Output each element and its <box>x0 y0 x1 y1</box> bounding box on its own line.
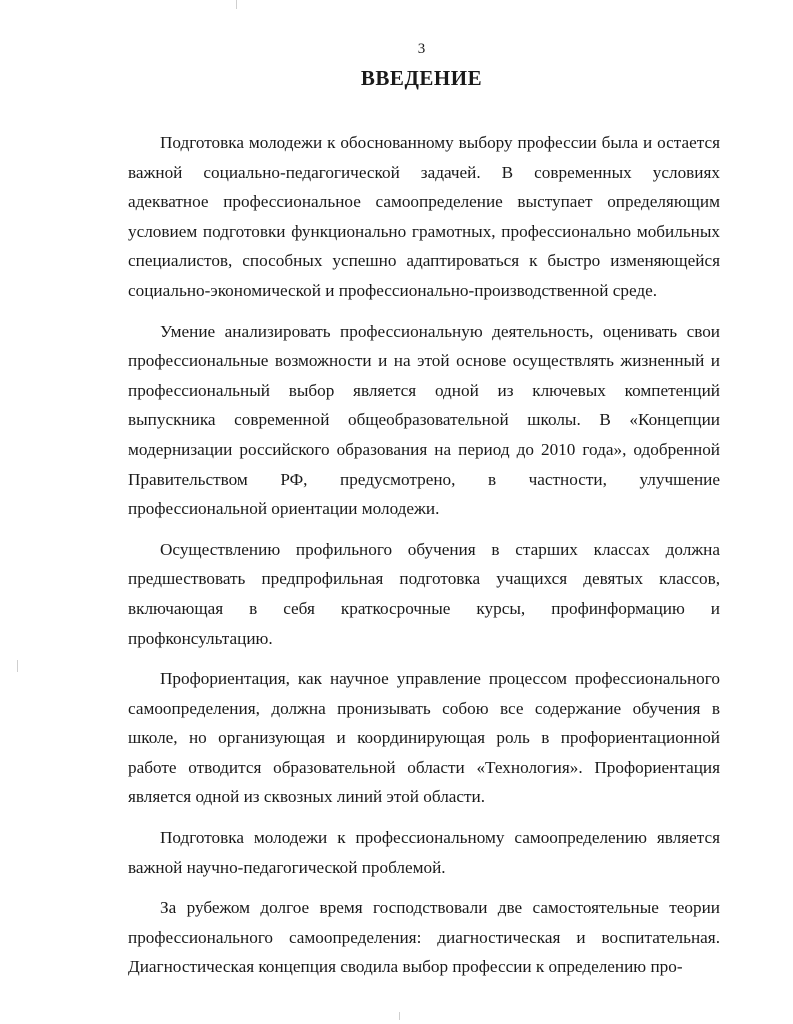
scan-mark-left <box>17 660 18 672</box>
paragraph-6: За рубежом долгое время господствовали две самостоятельные теории профессионального самоопределения: диагностическая и воспитательная. Диагностическая концепция сводила выбор профессии к определению про- <box>128 898 720 977</box>
scan-mark-bottom <box>399 1012 400 1020</box>
body-text <box>128 128 720 982</box>
paragraph-3: Осуществлению профильного обучения в старших классах должна предшествовать предпрофильная подготовка учащихся девятых классов, включающая в себя краткосрочные курсы, профинформацию и профконсультацию. <box>128 539 720 648</box>
paragraph-4: Профориентация, как научное управление процессом профессионального самоопределения, должна пронизывать собою все содержание обучения в школе, но организующая и координирующая роль в профориентационной работе отводится образовательной области «Технология». Профориентация является одной из сквозных линий этой области. <box>128 669 720 807</box>
page-title: ВВЕДЕНИЕ <box>360 66 483 90</box>
paragraph-2: Умение анализировать профессиональную деятельность, оценивать свои профессиональные возможности и на этой основе осуществлять жизненный и профессиональный выбор является одной из ключевых компетенций выпускника современной общеобразовательной школы. В «Концепции модернизации российского образования на период до 2010 года», одобренной Правительством РФ, предусмотрено, в частности, улучшение профессиональной ориентации молодежи. <box>128 321 720 519</box>
scan-mark-top <box>236 0 237 9</box>
paragraph-5: Подготовка молодежи к профессиональному самоопределению является важной научно-педагогической проблемой. <box>128 828 720 877</box>
page-number: 3 <box>417 41 426 57</box>
paragraph-1: Подготовка молодежи к обоснованному выбору профессии была и остается важной социально-педагогической задачей. В современных условиях адекватное профессиональное самоопределение выступает определяющим условием подготовки функционально грамотных, профессионально мобильных специалистов, способных успешно адаптироваться к быстро изменяющейся социально-экономической и профессионально-производственной среде. <box>128 133 720 300</box>
